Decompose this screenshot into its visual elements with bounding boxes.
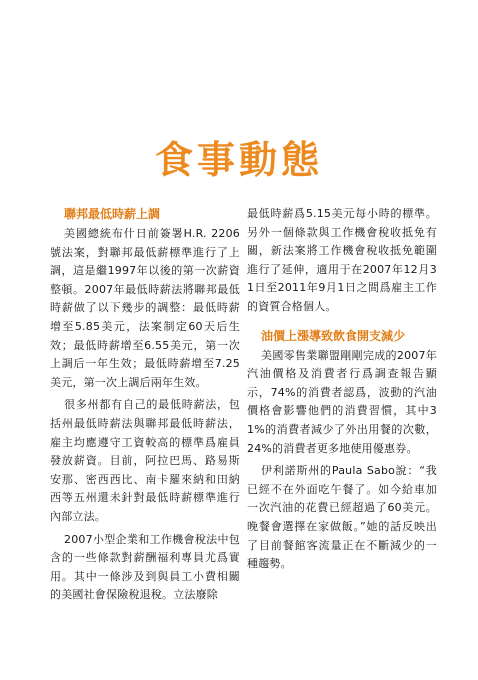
paragraph: 2007小型企業和工作機會稅法中包含的一些條款對薪酬福利專員尤爲實用。其中一條涉及到與員工小費相關的美國社會保險稅退稅。立法廢除 <box>50 532 240 602</box>
paragraph: 很多州都有自己的最低時薪法，包括州最低時薪法與聯邦最低時薪法，雇主均應遵守工資較高的標準爲雇員發放薪資。目前，阿拉巴馬、路易斯安那、密西西比、南卡羅來納和田納西等五州還未針對最低時薪標準進行內部立法。 <box>50 398 240 523</box>
page-title: 食事動態 <box>154 137 323 182</box>
left-column <box>50 205 240 609</box>
paragraph: 美國總統布什日前簽署H.R. 2206號法案，對聯邦最低薪標準進行了上調，這是繼1997年以後的第一次薪資整頓。2007年最低時薪法將聯邦最低時薪做了以下幾步的調整：最低時薪增至5.85美元，法案制定60天后生效；最低時薪增至6.55美元，第一次上調后一年生效；最低時薪增至7.25美元，第一次上調后兩年生效。 <box>50 227 240 389</box>
paragraph: 美國零售業聯盟剛剛完成的2007年汽油價格及消費者行爲調查報告顯示，74%的消費者認爲，波動的汽油價格會影響他們的消費習慣，其中31%的消費者減少了外出用餐的次數，24%的消費者更多地使用優惠券。 <box>247 348 437 455</box>
section-heading-minimum-wage: 聯邦最低時薪上調 <box>64 207 161 221</box>
paragraph: 伊利諾斯州的Paula Sabo說：“我已經不在外面吃午餐了。如今給車加一次汽油的花費已經超過了60美元。晚餐會選擇在家做飯。”她的話反映出了目前餐館客流量正在不斷減少的一種趨勢。 <box>247 464 437 571</box>
section-heading-gas-prices: 油價上漲導致飲食開支減少 <box>261 328 406 343</box>
paragraph-continued: 最低時薪爲5.15美元每小時的標準。另外一個條款與工作機會稅收抵免有關，新法案將工作機會稅收抵免範圍進行了延伸，適用于在2007年12月31日至2011年9月1日之間爲雇主工作的資質合格個人。 <box>247 207 437 313</box>
right-column <box>247 205 437 578</box>
